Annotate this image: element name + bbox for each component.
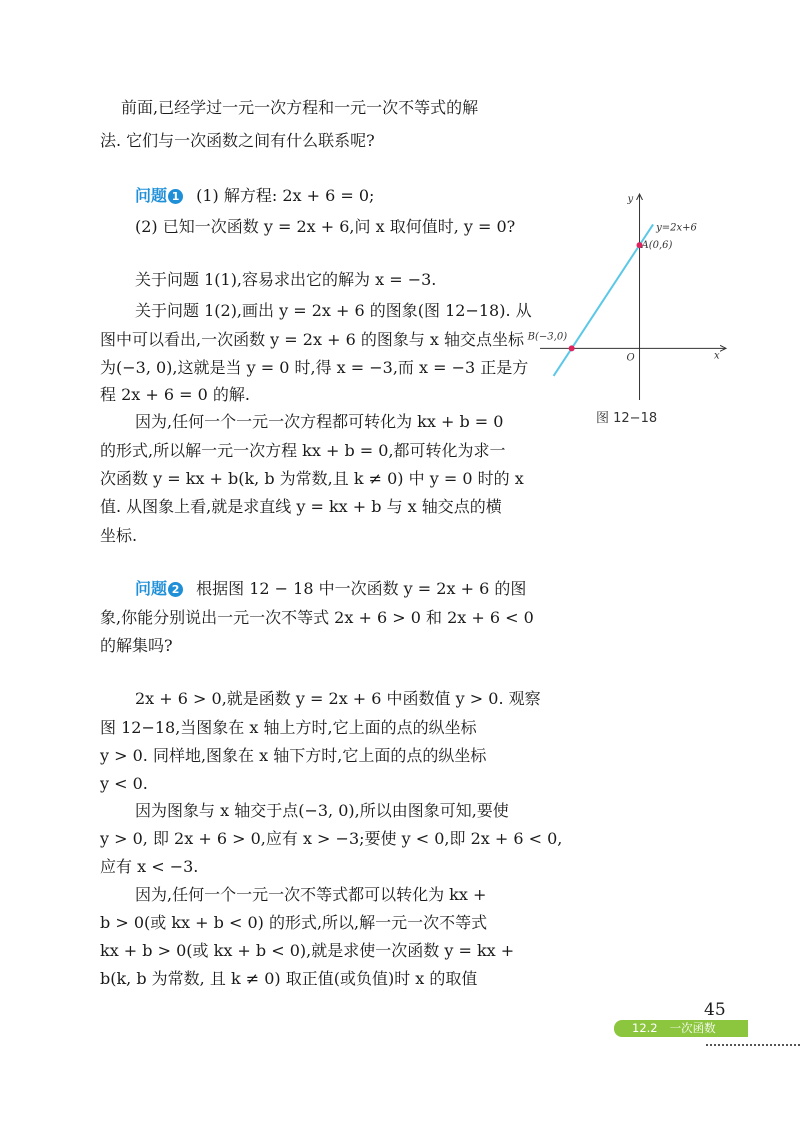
y-axis-label: y xyxy=(627,194,634,205)
para-3-line-2: 的形式,所以解一元一次方程 kx + b = 0,都可转化为求一 xyxy=(100,441,506,460)
point-b-label: B(−3,0) xyxy=(527,331,568,343)
para-4-line-2: 图 12−18,当图象在 x 轴上方时,它上面的点的纵坐标 xyxy=(100,718,477,737)
problem-1-number-badge: 1 xyxy=(168,189,183,204)
page-number: 45 xyxy=(704,1000,726,1020)
problem-2-text-2: 象,你能分别说出一元一次不等式 2x + 6 > 0 和 2x + 6 < 0 xyxy=(100,608,534,627)
section-title: 一次函数 xyxy=(669,1021,716,1035)
para-4-line-3: y > 0. 同样地,图象在 x 轴下方时,它上面的点的纵坐标 xyxy=(100,746,487,765)
point-b-marker xyxy=(569,345,575,351)
para-6-line-2: b > 0(或 kx + b < 0) 的形式,所以,解一元一次不等式 xyxy=(100,913,488,932)
footer-dotted-rule xyxy=(706,1044,800,1046)
problem-1-label: 问题 xyxy=(135,186,168,205)
para-2-line-2: 图中可以看出,一次函数 y = 2x + 6 的图象与 x 轴交点坐标 xyxy=(100,330,525,349)
para-4-line-4: y < 0. xyxy=(100,774,148,793)
problem-2-text-3: 的解集吗? xyxy=(100,636,173,655)
para-3-line-1: 因为,任何一个一元一次方程都可转化为 kx + b = 0 xyxy=(135,412,504,431)
para-4-line-1: 2x + 6 > 0,就是函数 y = 2x + 6 中函数值 y > 0. 观察 xyxy=(135,689,541,708)
problem-1-part-2: (2) 已知一次函数 y = 2x + 6,问 x 取何值时, y = 0? xyxy=(135,217,516,236)
problem-1-part-1: (1) 解方程: 2x + 6 = 0; xyxy=(196,186,375,205)
para-2-line-4: 程 2x + 6 = 0 的解. xyxy=(100,385,250,404)
section-tab xyxy=(614,1020,748,1037)
problem-2-text-1: 根据图 12 − 18 中一次函数 y = 2x + 6 的图 xyxy=(196,579,527,598)
problem-2-label: 问题 xyxy=(135,579,168,598)
origin-label: O xyxy=(626,352,635,364)
answer-line-1: 关于问题 1(1),容易求出它的解为 x = −3. xyxy=(135,270,437,289)
problem-2-line xyxy=(135,579,526,599)
para-5-line-3: 应有 x < −3. xyxy=(100,857,199,876)
x-axis-label: x xyxy=(714,350,720,362)
para-6-line-4: b(k, b 为常数, 且 k ≠ 0) 取正值(或负值)时 x 的取值 xyxy=(100,969,478,988)
figure-12-18-graph xyxy=(527,190,730,400)
para-2-line-1: 关于问题 1(2),画出 y = 2x + 6 的图象(图 12−18). 从 xyxy=(135,301,532,320)
problem-1-line xyxy=(135,186,374,206)
para-5-line-1: 因为图象与 x 轴交于点(−3, 0),所以由图象可知,要使 xyxy=(135,801,509,820)
figure-caption: 图 12−18 xyxy=(596,411,658,426)
para-6-line-3: kx + b > 0(或 kx + b < 0),就是求使一次函数 y = kx + xyxy=(100,941,515,960)
problem-2-number-badge: 2 xyxy=(168,582,183,597)
para-6-line-1: 因为,任何一个一元一次不等式都可以转化为 kx + xyxy=(135,885,487,904)
point-a-label: A(0,6) xyxy=(641,240,673,252)
para-3-line-4: 值. 从图象上看,就是求直线 y = kx + b 与 x 轴交点的横 xyxy=(100,497,502,516)
section-number: 12.2 xyxy=(632,1021,658,1035)
para-5-line-2: y > 0, 即 2x + 6 > 0,应有 x > −3;要使 y < 0,即 2x + 6 < 0, xyxy=(100,829,563,848)
intro-line-1: 前面,已经学过一元一次方程和一元一次不等式的解 xyxy=(121,98,479,117)
intro-line-2: 法. 它们与一次函数之间有什么联系呢? xyxy=(100,131,375,150)
para-3-line-3: 次函数 y = kx + b(k, b 为常数,且 k ≠ 0) 中 y = 0 时的 x xyxy=(100,469,524,488)
equation-label: y=2x+6 xyxy=(656,222,697,234)
para-2-line-3: 为(−3, 0),这就是当 y = 0 时,得 x = −3,而 x = −3 正是方 xyxy=(100,358,529,377)
para-3-line-5: 坐标. xyxy=(100,526,138,545)
